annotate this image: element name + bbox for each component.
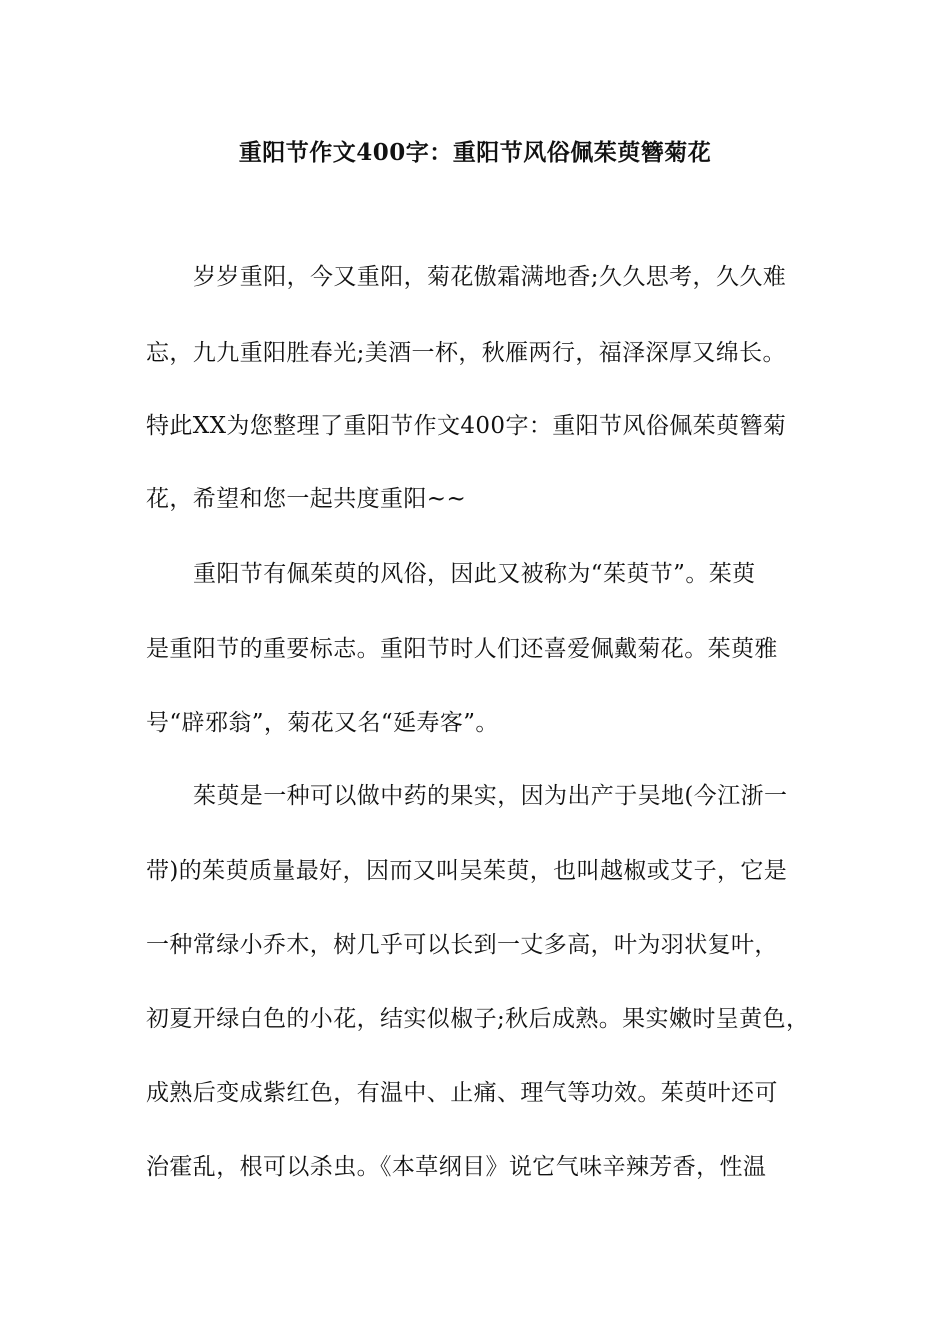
paragraph-2-line-3: 号“辟邪翁”，菊花又名“延寿客”。 [146, 710, 499, 736]
paragraph-3-line-6: 治霍乱，根可以杀虫。《本草纲目》说它气味辛辣芳香，性温 [146, 1154, 767, 1180]
paragraph-3-line-2: 带)的茱萸质量最好，因而又叫吴茱萸，也叫越椒或艾子，它是 [146, 858, 788, 884]
paragraph-3-line-4: 初夏开绿白色的小花，结实似椒子;秋后成熟。果实嫩时呈黄色， [146, 1006, 810, 1032]
paragraph-1-line-4: 花，希望和您一起共度重阳~~ [146, 486, 467, 512]
paragraph-3-line-5: 成熟后变成紫红色，有温中、止痛、理气等功效。茱萸叶还可 [146, 1080, 778, 1106]
document-title: 重阳节作文400字：重阳节风俗佩茱萸簪菊花 [238, 139, 712, 166]
paragraph-2-line-2: 是重阳节的重要标志。重阳节时人们还喜爱佩戴菊花。茱萸雅 [146, 636, 778, 662]
paragraph-3-line-3: 一种常绿小乔木，树几乎可以长到一丈多高，叶为羽状复叶， [146, 932, 778, 958]
paragraph-1-line-2: 忘，九九重阳胜春光;美酒一杯，秋雁两行，福泽深厚又绵长。 [146, 340, 786, 366]
paragraph-1-line-3: 特此XX为您整理了重阳节作文400字：重阳节风俗佩茱萸簪菊 [146, 413, 787, 439]
paragraph-3-line-1: 茱萸是一种可以做中药的果实，因为出产于吴地(今江浙一 [193, 783, 788, 809]
paragraph-2-line-1: 重阳节有佩茱萸的风俗，因此又被称为“茱萸节”。茱萸 [193, 561, 756, 587]
paragraph-1-line-1: 岁岁重阳，今又重阳，菊花傲霜满地香;久久思考，久久难 [193, 264, 787, 290]
